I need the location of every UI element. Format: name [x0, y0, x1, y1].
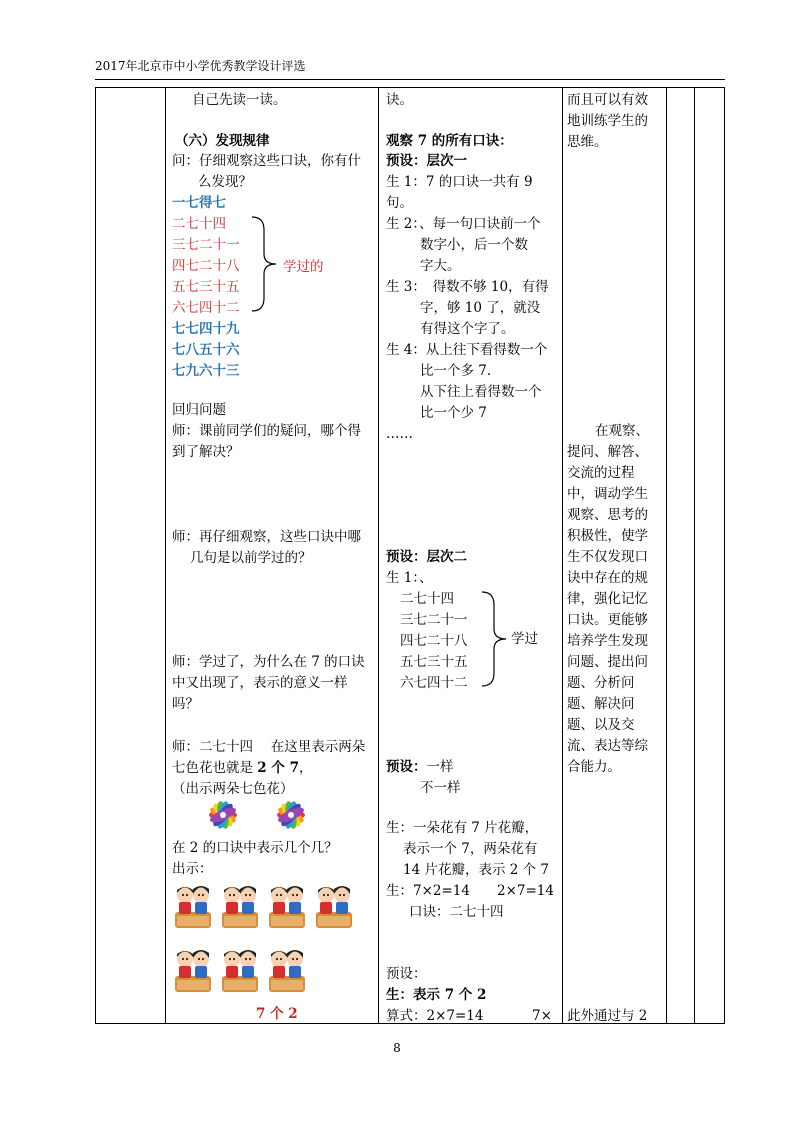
formula-7: 七七四十九 [172, 321, 240, 337]
text-line: 积极性，使学 [567, 528, 648, 544]
text-line: 字，够 10 了，就没 [420, 300, 541, 316]
text-line: 交流的过程 [567, 465, 635, 481]
text-line: 到了解决？ [172, 444, 240, 460]
text-line: 培养学生发现 [567, 633, 648, 649]
formula-6: 六七四十二 [400, 675, 468, 691]
formula-3: 三七二十一 [400, 612, 468, 628]
text-line: 自己先读一读。 [192, 92, 287, 108]
section-heading: （六）发现规律 [175, 133, 270, 149]
text-line: 生 1：、 [386, 570, 433, 586]
header-rule [95, 79, 725, 80]
formula-1: 一七得七 [172, 195, 226, 211]
column-divider [694, 88, 695, 1023]
formula-4: 四七二十八 [400, 633, 468, 649]
column-divider [165, 88, 166, 1023]
text-line: 提问、解答、 [567, 444, 648, 460]
text-line: 诀中存在的规 [567, 570, 648, 586]
learned-label: 学过 [511, 631, 538, 647]
children-picture-icon [171, 880, 215, 934]
formula-3: 三七二十一 [172, 237, 240, 253]
text-line: 7× [532, 1008, 552, 1024]
formula-4: 四七二十八 [172, 258, 240, 274]
text-line: 在观察、 [595, 423, 649, 439]
text-line: 合能力。 [567, 759, 621, 775]
text-line: 师：再仔细观察，这些口诀中哪 [172, 529, 361, 545]
text-line: 题、以及交 [567, 717, 635, 733]
text-line: 思维。 [567, 134, 608, 150]
column-divider [378, 88, 379, 1023]
text-line: 生：一朵花有 7 片花瓣， [386, 820, 539, 836]
question: 问：仔细观察这些口诀，你有什 [172, 153, 361, 169]
text-line: 有得这个字了。 [420, 321, 515, 337]
text-line: 此外通过与 2 [567, 1008, 648, 1024]
text-line: 口诀。更能够 [567, 612, 648, 628]
text-line: 出示： [172, 861, 213, 877]
caption: 7 个 2 [256, 1006, 298, 1022]
formula-9: 七九六十三 [172, 363, 240, 379]
text-line: 算式：2×7=14 [386, 1008, 484, 1024]
question-cont: 么发现？ [198, 174, 252, 190]
text-line: 不一样 [420, 780, 461, 796]
text-line: 在 2 的口诀中表示几个几？ [172, 840, 338, 856]
children-picture-icon [312, 880, 356, 934]
formula-8: 七八五十六 [172, 342, 240, 358]
text-line: 比一个多 7. [420, 363, 492, 379]
text-line: 生：表示 7 个 2 [386, 987, 487, 1003]
text-line: 题、分析问 [567, 675, 635, 691]
page-number: 8 [393, 1041, 401, 1055]
text-line: 吗？ [172, 696, 199, 712]
text-line: 生 4：从上往下看得数一个 [386, 342, 548, 358]
text-line: 字大。 [420, 258, 461, 274]
ellipsis: …… [386, 426, 413, 442]
text-line: 几句是以前学过的？ [190, 550, 312, 566]
page-header: 2017年北京市中小学优秀教学设计评选 [95, 59, 306, 73]
text-line: 师：二七十四 在这里表示两朵 [172, 739, 366, 755]
children-picture-icon [265, 944, 309, 998]
text-line: 流、表达等综 [567, 738, 648, 754]
column-divider [562, 88, 563, 1023]
text-line: 生 3： 得数不够 10，有得 [386, 279, 549, 295]
text-line: 七色花也就是 2 个 7， [172, 760, 313, 776]
section-heading: 观察 7 的所有口诀： [386, 133, 513, 149]
flower-icon [198, 799, 248, 831]
flower-icon [266, 799, 316, 831]
text-line: 生不仅发现口 [567, 549, 648, 565]
text-line: 中，调动学生 [567, 486, 648, 502]
text-line: 地训练学生的 [567, 113, 648, 129]
brace-icon [480, 589, 510, 689]
formula-5: 五七三十五 [400, 654, 468, 670]
text-line: 从下往上看得数一个 [420, 384, 542, 400]
children-picture-icon [265, 880, 309, 934]
text-line: （出示两朵七色花） [172, 781, 294, 797]
text-line: 诀。 [386, 92, 413, 108]
children-picture-icon [218, 880, 262, 934]
column-divider [666, 88, 667, 1023]
preset-label: 预设：层次二 [386, 549, 467, 565]
text-line: 观察、思考的 [567, 507, 648, 523]
formula-5: 五七三十五 [172, 279, 240, 295]
text-line: 生 2：、每一句口诀前一个 [386, 216, 541, 232]
text-line: 生：7×2=14 2×7=14 [386, 883, 554, 899]
text-line: 14 片花瓣，表示 2 个 7 [403, 862, 550, 878]
text-line: 回归问题 [172, 402, 226, 418]
brace-icon [250, 214, 280, 314]
text-line: 师：课前同学们的疑问，哪个得 [172, 423, 361, 439]
children-picture-icon [218, 944, 262, 998]
text-line: 而且可以有效 [567, 92, 648, 108]
text-line: 中又出现了，表示的意义一样 [172, 675, 348, 691]
text-line: 律，强化记忆 [567, 591, 648, 607]
text-line: 比一个少 7 [420, 405, 487, 421]
text-line: 口诀：二七十四 [409, 904, 504, 920]
learned-label: 学过的 [283, 259, 324, 275]
text-line: 题、解决问 [567, 696, 635, 712]
formula-6: 六七四十二 [172, 300, 240, 316]
preset-label: 预设： [386, 966, 427, 982]
formula-2: 二七十四 [172, 216, 226, 232]
text-line: 问题、提出问 [567, 654, 648, 670]
preset-label: 预设：一样 [386, 759, 454, 775]
text-line: 表示一个 7，两朵花有 [403, 841, 538, 857]
text-line: 句。 [386, 195, 413, 211]
text-line: 数字小，后一个数 [420, 237, 528, 253]
preset-label: 预设：层次一 [386, 153, 467, 169]
text-line: 生 1：7 的口诀一共有 9 [386, 174, 533, 190]
formula-2: 二七十四 [400, 591, 454, 607]
text-line: 师：学过了，为什么在 7 的口诀 [172, 654, 365, 670]
children-picture-icon [171, 944, 215, 998]
